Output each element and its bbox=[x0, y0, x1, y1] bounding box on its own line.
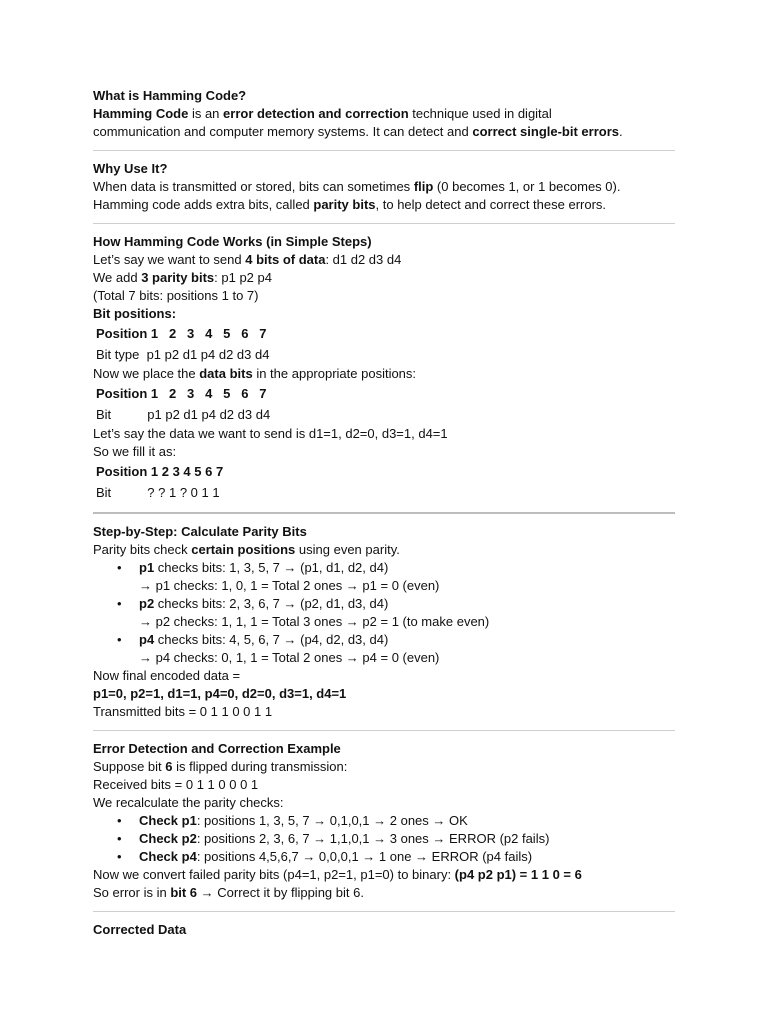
section-what-para-line1: Hamming Code is an error detection and correction technique used in digital bbox=[93, 106, 552, 121]
table-row: Bit p1 p2 d1 p4 d2 d3 d4 bbox=[96, 407, 271, 422]
table-header: Position 1 2 3 4 5 6 7 bbox=[96, 326, 267, 341]
section-error-line3: We recalculate the parity checks: bbox=[93, 795, 284, 810]
divider bbox=[93, 730, 675, 731]
section-how-line5: Now we place the data bits in the appropriate positions: bbox=[93, 366, 417, 381]
section-parity-intro: Parity bits check certain positions using even parity. bbox=[93, 542, 400, 557]
section-why-line1: When data is transmitted or stored, bits can sometimes flip (0 becomes 1, or 1 becomes 0). bbox=[93, 179, 621, 194]
list-item: • p4 checks bits: 4, 5, 6, 7 → (p4, d2, d3, d4) bbox=[117, 632, 389, 647]
section-error-line1: Suppose bit 6 is flipped during transmission: bbox=[93, 759, 348, 774]
section-how-line7: So we fill it as: bbox=[93, 444, 177, 459]
list-item-detail: → p2 checks: 1, 1, 1 = Total 3 ones → p2 = 1 (to make even) bbox=[139, 614, 490, 629]
divider bbox=[93, 150, 675, 151]
section-how-line2: We add 3 parity bits: p1 p2 p4 bbox=[93, 270, 272, 285]
bullet-icon: • bbox=[117, 813, 122, 828]
section-why-line2: Hamming code adds extra bits, called parity bits, to help detect and correct these errors. bbox=[93, 197, 607, 212]
bit-positions-label: Bit positions: bbox=[93, 306, 177, 321]
divider bbox=[93, 911, 675, 912]
transmitted-bits: Transmitted bits = 0 1 1 0 0 1 1 bbox=[93, 704, 273, 719]
divider bbox=[93, 223, 675, 224]
list-item: • Check p2: positions 2, 3, 6, 7 → 1,1,0,1 → 3 ones → ERROR (p2 fails) bbox=[117, 831, 550, 846]
bullet-icon: • bbox=[117, 560, 122, 575]
section-how-line6: Let’s say the data we want to send is d1=1, d2=0, d3=1, d4=1 bbox=[93, 426, 448, 441]
bit-placement-table bbox=[96, 383, 675, 425]
bullet-icon: • bbox=[117, 596, 122, 611]
list-item: • p2 checks bits: 2, 3, 6, 7 → (p2, d1, d3, d4) bbox=[117, 596, 389, 611]
bit-fill-table bbox=[96, 461, 675, 503]
received-bits: Received bits = 0 1 1 0 0 0 1 bbox=[93, 777, 259, 792]
table-row: Bit type p1 p2 d1 p4 d2 d3 d4 bbox=[96, 347, 270, 362]
final-encoded-values: p1=0, p2=1, d1=1, p4=0, d2=0, d3=1, d4=1 bbox=[93, 686, 347, 701]
table-header: Position 1 2 3 4 5 6 7 bbox=[96, 464, 224, 479]
table-header: Position 1 2 3 4 5 6 7 bbox=[96, 386, 267, 401]
bullet-icon: • bbox=[117, 632, 122, 647]
list-item-detail: → p1 checks: 1, 0, 1 = Total 2 ones → p1 = 0 (even) bbox=[139, 578, 440, 593]
section-how-heading: How Hamming Code Works (in Simple Steps) bbox=[93, 234, 372, 249]
section-how-line1: Let’s say we want to send 4 bits of data: d1 d2 d3 d4 bbox=[93, 252, 402, 267]
section-parity-heading: Step-by-Step: Calculate Parity Bits bbox=[93, 524, 307, 539]
list-item: • p1 checks bits: 1, 3, 5, 7 → (p1, d1, d2, d4) bbox=[117, 560, 389, 575]
list-item: • Check p4: positions 4,5,6,7 → 0,0,0,1 → 1 one → ERROR (p4 fails) bbox=[117, 849, 533, 864]
final-encoded-label: Now final encoded data = bbox=[93, 668, 241, 683]
section-what-heading: What is Hamming Code? bbox=[93, 88, 247, 103]
section-how-line3: (Total 7 bits: positions 1 to 7) bbox=[93, 288, 259, 303]
list-item: • Check p1: positions 1, 3, 5, 7 → 0,1,0,1 → 2 ones → OK bbox=[117, 813, 468, 828]
table-row: Bit ? ? 1 ? 0 1 1 bbox=[96, 485, 220, 500]
list-item-detail: → p4 checks: 0, 1, 1 = Total 2 ones → p4 = 0 (even) bbox=[139, 650, 440, 665]
divider bbox=[93, 512, 675, 514]
bit-type-table bbox=[96, 323, 675, 365]
bullet-icon: • bbox=[117, 831, 122, 846]
document-page bbox=[93, 87, 675, 939]
section-error-line5: So error is in bit 6 → Correct it by flipping bit 6. bbox=[93, 885, 364, 900]
section-corrected-heading: Corrected Data bbox=[93, 922, 187, 937]
section-what-para-line2: communication and computer memory systems. It can detect and correct single-bit errors. bbox=[93, 124, 623, 139]
section-error-heading: Error Detection and Correction Example bbox=[93, 741, 341, 756]
section-why-heading: Why Use It? bbox=[93, 161, 168, 176]
section-error-line4: Now we convert failed parity bits (p4=1, p2=1, p1=0) to binary: (p4 p2 p1) = 1 1 0 = 6 bbox=[93, 867, 582, 882]
bullet-icon: • bbox=[117, 849, 122, 864]
